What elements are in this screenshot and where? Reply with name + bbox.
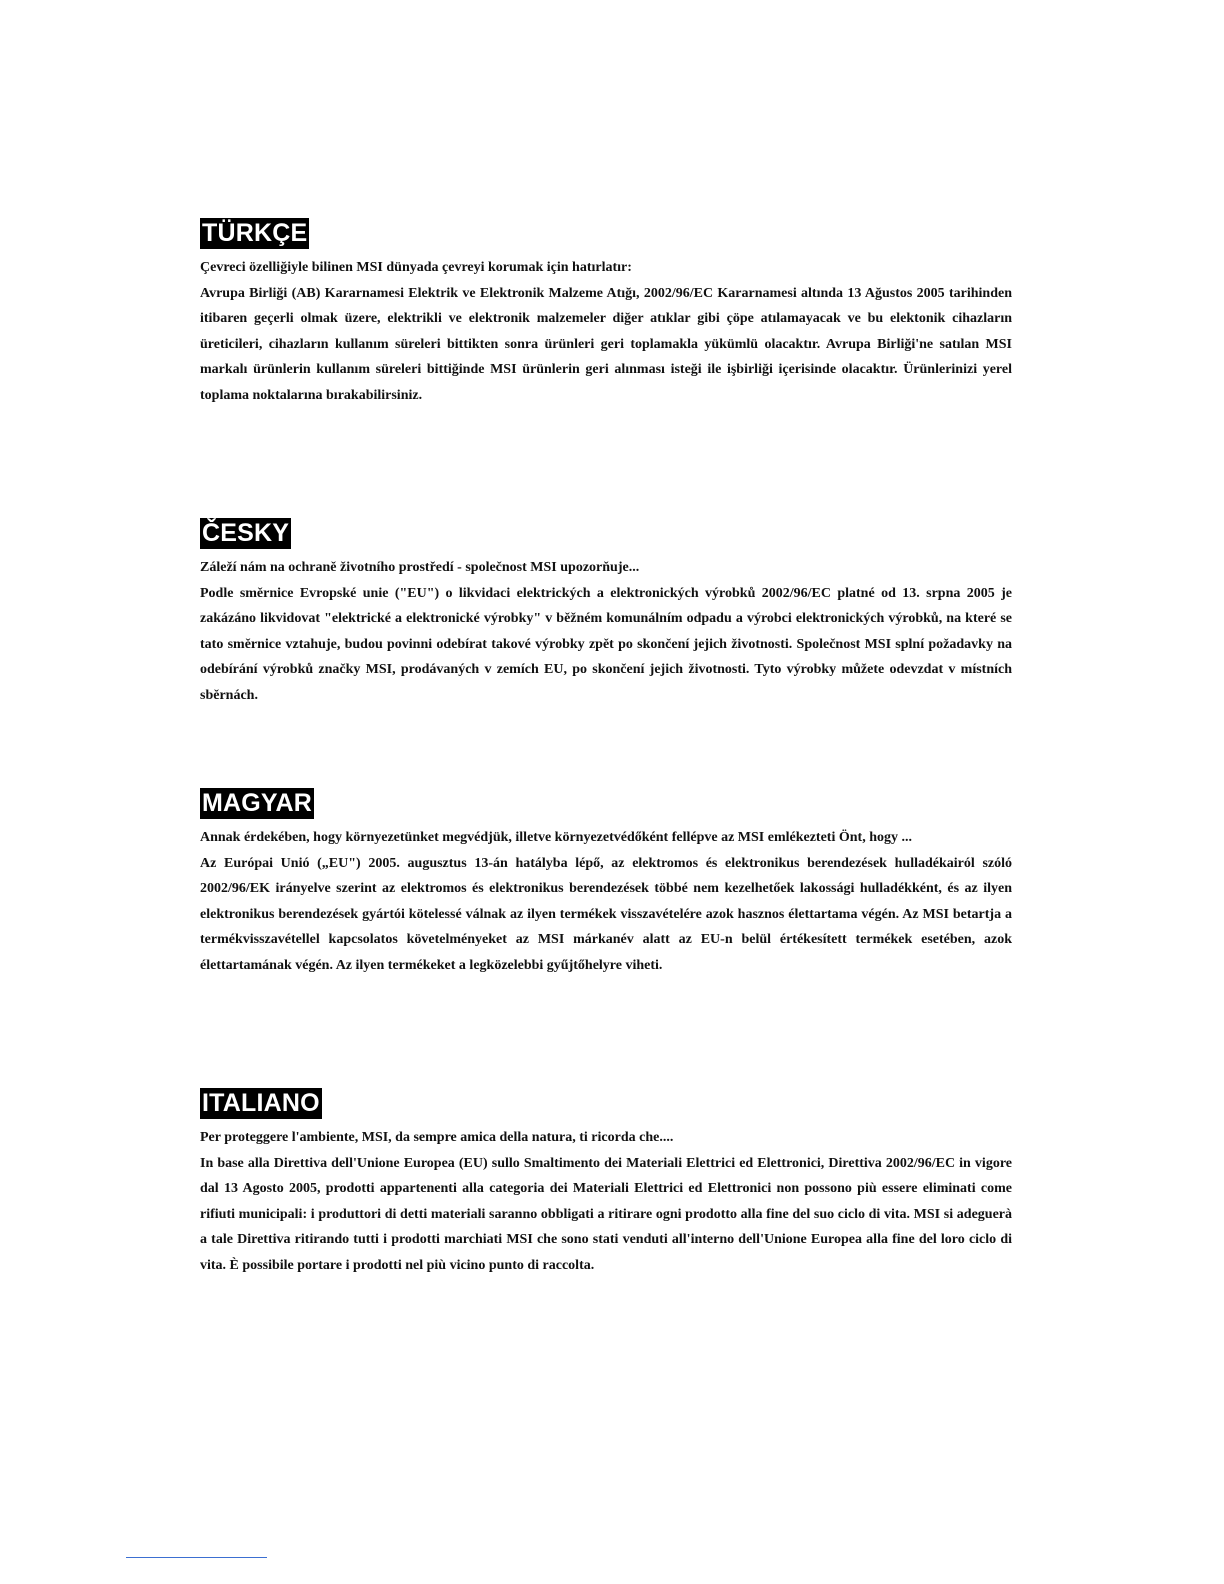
section-title: TÜRKÇE: [202, 219, 308, 247]
section-magyar: [200, 788, 1012, 978]
section-intro: Annak érdekében, hogy környezetünket megvédjük, illetve környezetvédőként fellépve az MSI emlékezteti Önt, hogy ...: [200, 830, 912, 845]
section-intro: Per proteggere l'ambiente, MSI, da sempre amica della natura, ti ricorda che....: [200, 1130, 674, 1145]
section-body: Avrupa Birliği (AB) Kararnamesi Elektrik ve Elektronik Malzeme Atığı, 2002/96/EC Kararnamesi altında 13 Ağustos 2005 tarihinden itibaren geçerli olmak üzere, elektrikli ve elektronik malzemeler diğer atıklar gibi çöpe atılamayacak ve bu elektonik cihazların üreticileri, cihazların kullanım süreleri bittikten sonra ürünleri geri toplamakla yükümlü olacaktır. Avrupa Birliği'ne satılan MSI markalı ürünlerin kullanım süreleri bittiğinde MSI ürünlerin geri alınması isteği ile işbirliği içerisinde olacaktır. Ürünlerinizi yerel toplama noktalarına bırakabilirsiniz.: [200, 285, 1012, 403]
section-cesky: [200, 518, 1012, 708]
section-intro: Záleží nám na ochraně životního prostředí - společnost MSI upozorňuje...: [200, 560, 640, 575]
section-italiano: [200, 1088, 1012, 1278]
section-body: Podle směrnice Evropské unie ("EU") o likvidaci elektrických a elektronických výrobků 2002/96/EC platné od 13. srpna 2005 je zakázáno likvidovat "elektrické a elektronické výrobky" v běžném komunálním odpadu a výrobci elektronických výrobků, na které se tato směrnice vztahuje, budou povinni odebírat takové výrobky zpět po skončení jejich životnosti. Společnost MSI splní požadavky na odebírání výrobků značky MSI, prodávaných v zemích EU, po skončení jejich životnosti. Tyto výrobky můžete odevzdat v místních sběrnách.: [200, 585, 1012, 703]
section-title: MAGYAR: [202, 789, 313, 817]
section-turkce: [200, 218, 1012, 408]
section-body: In base alla Direttiva dell'Unione Europea (EU) sullo Smaltimento dei Materiali Elettrici ed Elettronici, Direttiva 2002/96/EC in vigore dal 13 Agosto 2005, prodotti appartenenti alla categoria dei Materiali Elettrici ed Elettronici non possono più essere eliminati come rifiuti municipali: i produttori di detti materiali saranno obbligati a ritirare ogni prodotto alla fine del suo ciclo di vita. MSI si adeguerà a tale Direttiva ritirando tutti i prodotti marchiati MSI che sono stati venduti all'interno dell'Unione Europea alla fine del loro ciclo di vita. È possibile portare i prodotti nel più vicino punto di raccolta.: [200, 1155, 1012, 1273]
section-intro: Çevreci özelliğiyle bilinen MSI dünyada çevreyi korumak için hatırlatır:: [200, 260, 632, 275]
section-body: Az Európai Unió („EU") 2005. augusztus 13-án hatályba lépő, az elektromos és elektronikus berendezések hulladékairól szóló 2002/96/EK irányelve szerint az elektromos és elektronikus berendezések többé nem kezelhetőek lakossági hulladékként, és az ilyen elektronikus berendezések gyártói kötelessé válnak az ilyen termékek visszavételére azok hasznos élettartama végén. Az MSI betartja a termékvisszavétellel kapcsolatos követelményeket az MSI márkanév alatt az EU-n belül értékesített termékek esetében, azok élettartamának végén. Az ilyen termékeket a legközelebbi gyűjtőhelyre viheti.: [200, 855, 1012, 973]
section-title: ČESKY: [202, 519, 290, 547]
section-title: ITALIANO: [202, 1089, 320, 1117]
footer-rule: [126, 1557, 267, 1558]
